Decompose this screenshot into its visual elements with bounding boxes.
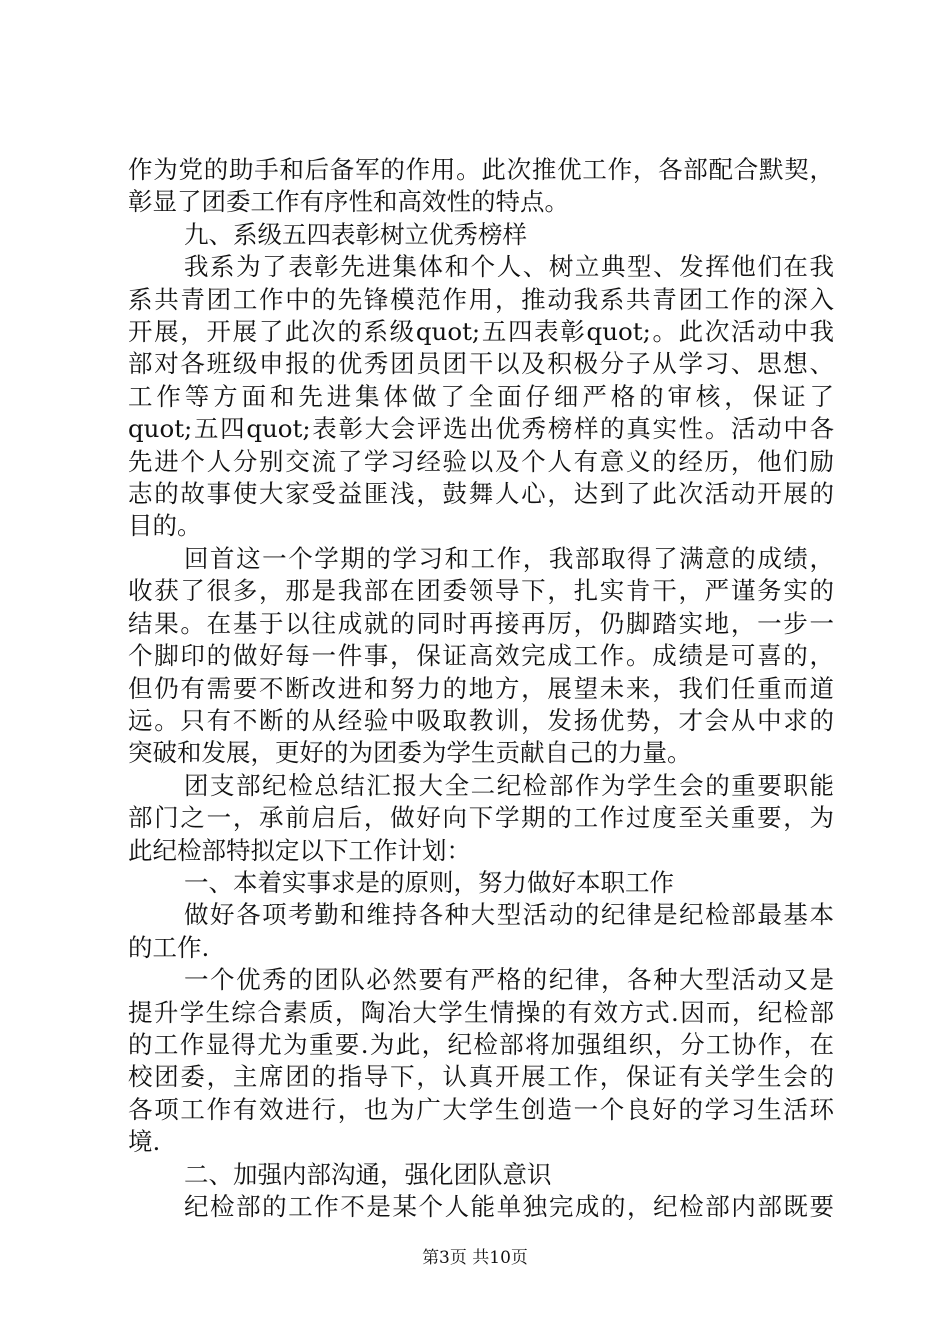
- text-line: 作为党的助手和后备军的作用。此次推优工作，各部配合默契，: [128, 155, 834, 184]
- text-line: 提升学生综合素质，陶冶大学生情操的有效方式.因而，纪检部: [128, 997, 834, 1027]
- text-line: quot;五四quot;表彰大会评选出优秀榜样的真实性。活动中各: [128, 414, 834, 444]
- text-line: 做好各项考勤和维持各种大型活动的纪律是纪检部最基本: [184, 900, 834, 930]
- text-line: 团支部纪检总结汇报大全二纪检部作为学生会的重要职能: [184, 770, 834, 800]
- text-line: 回首这一个学期的学习和工作，我部取得了满意的成绩，: [184, 543, 834, 573]
- text-line: 我系为了表彰先进集体和个人、树立典型、发挥他们在我: [184, 252, 834, 282]
- text-line: 个脚印的做好每一件事，保证高效完成工作。成绩是可喜的，: [128, 641, 834, 671]
- text-line: 境.: [128, 1127, 161, 1157]
- text-line: 的工作.: [128, 932, 210, 962]
- text-line: 先进个人分别交流了学习经验以及个人有意义的经历，他们励: [128, 446, 834, 476]
- text-line: 彰显了团委工作有序性和高效性的特点。: [128, 187, 569, 217]
- text-line: 纪检部的工作不是某个人能单独完成的，纪检部内部既要: [184, 1192, 834, 1221]
- text-line: 二、加强内部沟通，强化团队意识: [184, 1159, 552, 1189]
- text-line: 收获了很多，那是我部在团委领导下，扎实肯干，严谨务实的: [128, 576, 834, 606]
- text-line: 但仍有需要不断改进和努力的地方，展望未来，我们任重而道: [128, 673, 834, 703]
- page-footer: 第3页 共10页: [422, 1248, 528, 1268]
- text-line: 工作等方面和先进集体做了全面仔细严格的审核，保证了: [128, 381, 834, 411]
- text-line: 一、本着实事求是的原则，努力做好本职工作: [184, 867, 674, 897]
- text-line: 结果。在基于以往成就的同时再接再厉，仍脚踏实地，一步一: [128, 608, 834, 638]
- text-line: 开展，开展了此次的系级quot;五四表彰quot;。此次活动中我: [128, 317, 834, 347]
- text-line: 部门之一，承前启后，做好向下学期的工作过度至关重要，为: [128, 803, 834, 833]
- text-line: 校团委，主席团的指导下，认真开展工作，保证有关学生会的: [128, 1062, 834, 1092]
- text-line: 九、系级五四表彰树立优秀榜样: [184, 219, 527, 249]
- text-line: 各项工作有效进行，也为广大学生创造一个良好的学习生活环: [128, 1094, 834, 1124]
- text-line: 系共青团工作中的先锋模范作用，推动我系共青团工作的深入: [128, 284, 834, 314]
- text-line: 此纪检部特拟定以下工作计划：: [128, 835, 471, 865]
- text-line: 志的故事使大家受益匪浅，鼓舞人心，达到了此次活动开展的: [128, 479, 834, 509]
- text-line: 部对各班级申报的优秀团员团干以及积极分子从学习、思想、: [128, 349, 834, 379]
- text-line: 的工作显得尤为重要.为此，纪检部将加强组织，分工协作，在: [128, 1029, 834, 1059]
- text-line: 目的。: [128, 511, 202, 541]
- text-line: 远。只有不断的从经验中吸取教训，发扬优势，才会从中求的: [128, 705, 834, 735]
- text-line: 突破和发展，更好的为团委为学生贡献自己的力量。: [128, 738, 692, 768]
- document-body: [128, 154, 834, 1223]
- text-line: 一个优秀的团队必然要有严格的纪律，各种大型活动又是: [184, 965, 834, 995]
